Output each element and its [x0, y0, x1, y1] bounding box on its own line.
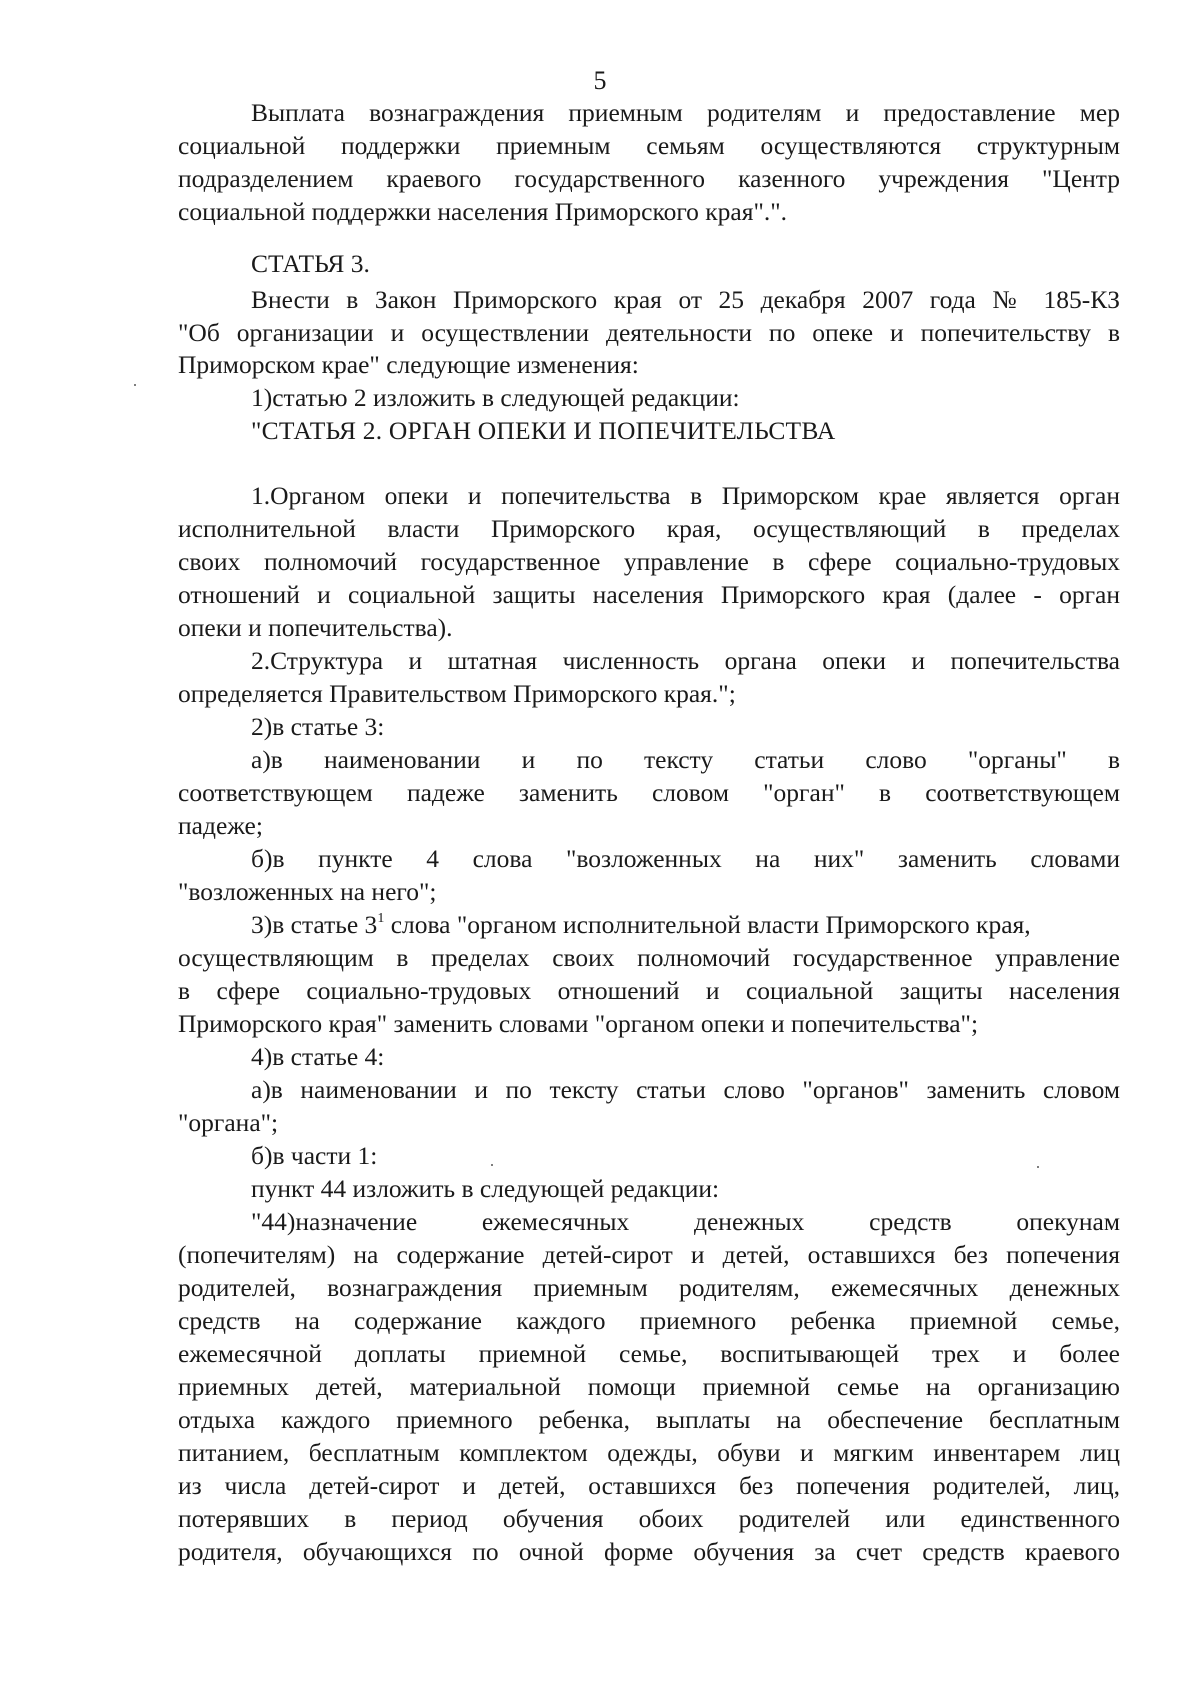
text-line: осуществляющим в пределах своих полномочий государственное управление [178, 943, 1120, 972]
text-line: "органа"; [178, 1108, 279, 1137]
text-line: потерявших в период обучения обоих родителей или единственного [178, 1504, 1120, 1533]
scan-speck [1037, 1166, 1039, 1168]
text-line: 2.Структура и штатная численность органа опеки и попечительства [251, 646, 1120, 675]
text-line: социальной поддержки населения Приморского края".". [178, 197, 788, 226]
text-line: 2)в статье 3: [251, 712, 385, 741]
text-line: средств на содержание каждого приемного ребенка приемной семье, [178, 1306, 1120, 1335]
text-line: соответствующем падеже заменить словом "орган" в соответствующем [178, 778, 1120, 807]
text-line: Приморском крае" следующие изменения: [178, 350, 639, 379]
text-line [251, 910, 1120, 940]
text-line: отношений и социальной защиты населения Приморского края (далее - орган [178, 580, 1120, 609]
text-line: подразделением краевого государственного казенного учреждения "Центр [178, 164, 1120, 193]
article-2-heading: "СТАТЬЯ 2. ОРГАН ОПЕКИ И ПОПЕЧИТЕЛЬСТВА [251, 416, 836, 445]
text-line: 1)статью 2 изложить в следующей редакции: [251, 383, 740, 412]
text-line: Внести в Закон Приморского края от 25 декабря 2007 года № 185-КЗ [251, 285, 1120, 314]
text-line: "Об организации и осуществлении деятельности по опеке и попечительству в [178, 318, 1120, 347]
text-segment: 3)в статье 3 [251, 910, 378, 939]
text-line: родителя, обучающихся по очной форме обучения за счет средств краевого [178, 1537, 1120, 1566]
text-line: падеже; [178, 811, 263, 840]
text-line: "возложенных на него"; [178, 877, 437, 906]
text-line: б)в части 1: [251, 1141, 378, 1170]
text-line: (попечителям) на содержание детей-сирот и детей, оставшихся без попечения [178, 1240, 1120, 1269]
text-line: исполнительной власти Приморского края, осуществляющий в пределах [178, 514, 1120, 543]
article-heading: СТАТЬЯ 3. [251, 249, 370, 278]
text-line: б)в пункте 4 слова "возложенных на них" заменить словами [251, 844, 1120, 873]
text-line: ежемесячной доплаты приемной семье, воспитывающей трех и более [178, 1339, 1120, 1368]
text-line: опеки и попечительства). [178, 613, 453, 642]
text-line: 4)в статье 4: [251, 1042, 385, 1071]
text-line: пункт 44 изложить в следующей редакции: [251, 1174, 720, 1203]
text-line: своих полномочий государственное управление в сфере социально-трудовых [178, 547, 1120, 576]
scan-speck [491, 1164, 493, 1166]
text-line: в сфере социально-трудовых отношений и социальной защиты населения [178, 976, 1120, 1005]
text-line: определяется Правительством Приморского края."; [178, 679, 736, 708]
text-line: социальной поддержки приемным семьям осуществляются структурным [178, 131, 1120, 160]
scan-speck [134, 384, 136, 386]
page-number: 5 [593, 66, 607, 95]
text-line: из числа детей-сирот и детей, оставшихся без попечения родителей, лиц, [178, 1471, 1120, 1500]
text-line: Приморского края" заменить словами "органом опеки и попечительства"; [178, 1009, 979, 1038]
text-line: отдыха каждого приемного ребенка, выплаты на обеспечение бесплатным [178, 1405, 1120, 1434]
text-line: родителей, вознаграждения приемным родителям, ежемесячных денежных [178, 1273, 1120, 1302]
text-line: Выплата вознаграждения приемным родителям и предоставление мер [251, 98, 1120, 127]
text-line: а)в наименовании и по тексту статьи слово "органы" в [251, 745, 1120, 774]
text-line: "44)назначение ежемесячных денежных средств опекунам [251, 1207, 1120, 1236]
text-line: 1.Органом опеки и попечительства в Приморском крае является орган [251, 481, 1120, 510]
text-line: а)в наименовании и по тексту статьи слово "органов" заменить словом [251, 1075, 1120, 1104]
superscript: 1 [377, 911, 385, 926]
text-segment: слова "органом исполнительной власти Приморского края, [384, 910, 1031, 939]
text-line: питанием, бесплатным комплектом одежды, обуви и мягким инвентарем лиц [178, 1438, 1120, 1467]
text-line: приемных детей, материальной помощи приемной семье на организацию [178, 1372, 1120, 1401]
